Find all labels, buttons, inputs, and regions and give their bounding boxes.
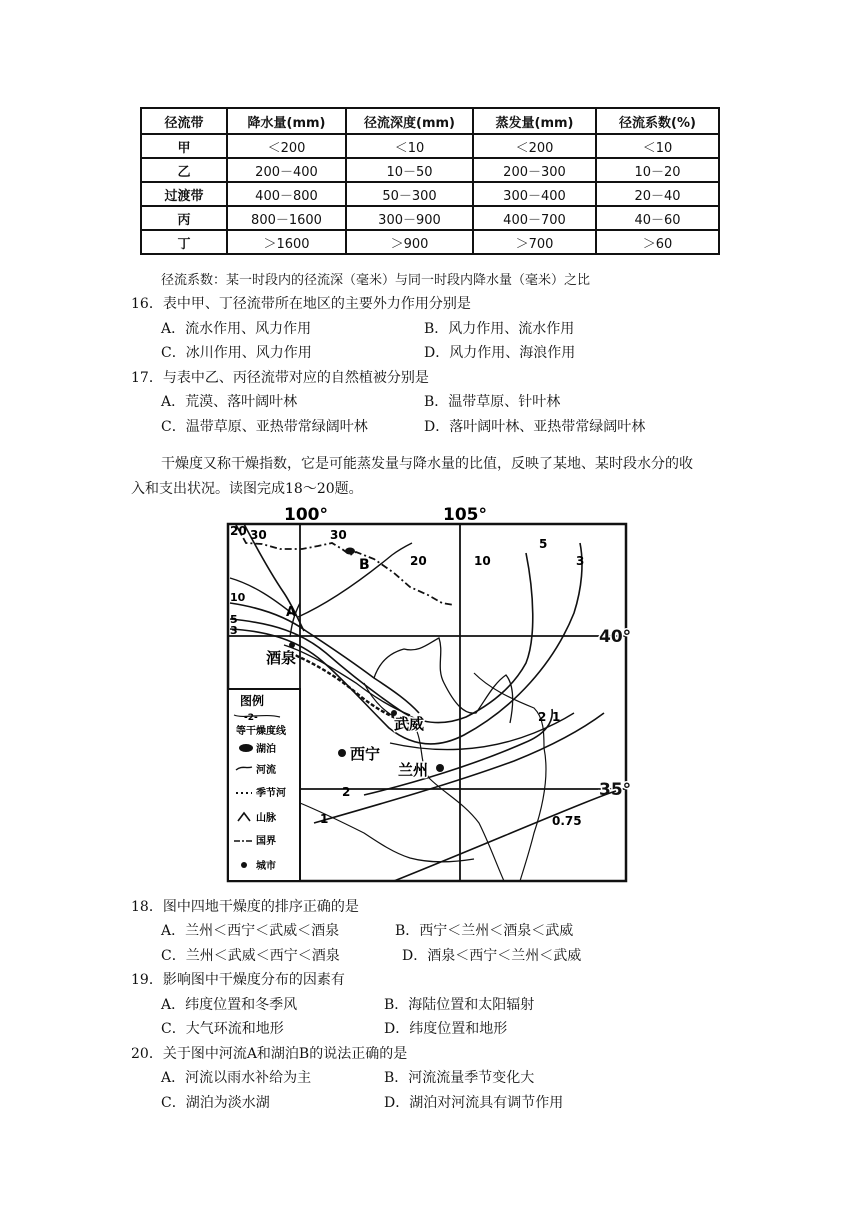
table-cell: 10－20 (596, 158, 719, 182)
table-header: 径流带 (141, 108, 227, 134)
city-xining: 西宁 (350, 745, 381, 763)
question-18-option-c: C．兰州＜武威＜西宁＜酒泉 (161, 948, 340, 964)
city-marker (338, 749, 346, 757)
table-cell: 50－300 (346, 182, 473, 206)
intro-line-2: 入和支出状况。读图完成18～20题。 (131, 481, 363, 497)
question-17-option-c: C．温带草原、亚热带常绿阔叶林 (161, 419, 368, 435)
question-20-option-a: A．河流以雨水补给为主 (161, 1070, 312, 1086)
isoline-label: 1 (552, 710, 561, 724)
city-marker (436, 764, 444, 772)
table-row (141, 134, 719, 158)
table-header: 径流系数(%) (596, 108, 719, 134)
table-header: 蒸发量(mm) (473, 108, 596, 134)
isoline-label: 1 (320, 812, 329, 826)
table-header-row (141, 108, 719, 134)
question-17-option-a: A．荒漠、落叶阔叶林 (161, 394, 298, 410)
isoline-label: 10 (230, 591, 246, 604)
table-row (141, 230, 719, 254)
question-20-option-b: B．河流流量季节变化大 (384, 1070, 535, 1086)
question-19-option-b: B．海陆位置和太阳辐射 (384, 997, 535, 1013)
lake-b-icon (345, 548, 355, 555)
isoline-label: 5 (230, 613, 238, 626)
table-note: 径流系数：某一时段内的径流深（毫米）与同一时段内降水量（毫米）之比 (161, 273, 591, 288)
question-16-option-b: B．风力作用、流水作用 (424, 321, 575, 337)
table-cell: 40－60 (596, 206, 719, 230)
isoline-label: 30 (330, 528, 347, 542)
isoline-label: 20 (230, 524, 247, 538)
table-row (141, 206, 719, 230)
table-header: 径流深度(mm) (346, 108, 473, 134)
city-wuwei: 武威 (394, 715, 425, 733)
table-cell: 10－50 (346, 158, 473, 182)
table-cell: 丁 (141, 230, 227, 254)
table-cell: ＞900 (346, 230, 473, 254)
isoline-label: 2 (342, 785, 351, 799)
lon-label-100: 100° (284, 505, 328, 525)
isoline-label: 3 (230, 624, 238, 637)
map-legend (228, 689, 300, 881)
table-cell: 甲 (141, 134, 227, 158)
city-lanzhou: 兰州 (398, 761, 429, 779)
table-cell: 过渡带 (141, 182, 227, 206)
legend-item: 山脉 (256, 813, 276, 824)
isoline-2 (364, 709, 552, 795)
feature-a-label: A (286, 605, 297, 620)
question-18-option-d: D．酒泉＜西宁＜兰州＜武威 (402, 948, 582, 964)
question-19-option-c: C．大气环流和地形 (161, 1021, 284, 1037)
lat-label-35: 35° (599, 780, 632, 800)
table-cell: 200－300 (473, 158, 596, 182)
question-17-option-b: B．温带草原、针叶林 (424, 394, 561, 410)
isoline-label: 5 (539, 537, 548, 551)
lat-label-40: 40° (599, 627, 632, 647)
table-cell: 300－900 (346, 206, 473, 230)
isoline-label: 10 (474, 554, 491, 568)
legend-lake-icon (239, 744, 253, 752)
legend-item: 湖泊 (256, 744, 276, 755)
table-cell: 20－40 (596, 182, 719, 206)
table-cell: ＞1600 (227, 230, 346, 254)
question-18-option-b: B．西宁＜兰州＜酒泉＜武威 (395, 923, 574, 939)
question-20-option-c: C．湖泊为淡水湖 (161, 1095, 270, 1111)
isoline-label: 2 (538, 710, 547, 724)
table-cell: ＜10 (346, 134, 473, 158)
legend-item: 等干燥度线 (236, 726, 286, 737)
question-18-stem: 18．图中四地干燥度的排序正确的是 (131, 899, 359, 915)
legend-isoline-sample: -2- (244, 713, 258, 723)
question-19-stem: 19．影响图中干燥度分布的因素有 (131, 972, 345, 988)
isoline-075 (394, 791, 616, 881)
isoline-label: 3 (576, 554, 585, 568)
question-20-option-d: D．湖泊对河流具有调节作用 (384, 1095, 564, 1111)
question-18-option-a: A．兰州＜西宁＜武威＜酒泉 (161, 923, 340, 939)
lon-label-105: 105° (443, 505, 487, 525)
table-header: 降水量(mm) (227, 108, 346, 134)
table-cell: 乙 (141, 158, 227, 182)
table-cell: ＜10 (596, 134, 719, 158)
question-19-option-d: D．纬度位置和地形 (384, 1021, 508, 1037)
table-cell: ＜200 (227, 134, 346, 158)
isoline-label: 30 (250, 528, 267, 542)
question-16-option-c: C．冰川作用、风力作用 (161, 345, 312, 361)
legend-city-icon (241, 862, 247, 868)
legend-item: 河流 (256, 765, 276, 776)
legend-title: 图例 (240, 694, 265, 708)
table-cell: 800－1600 (227, 206, 346, 230)
question-16-option-a: A．流水作用、风力作用 (161, 321, 312, 337)
runoff-table (140, 107, 720, 255)
feature-b-label: B (359, 557, 370, 573)
legend-item: 季节河 (256, 788, 286, 799)
table-cell: ＞60 (596, 230, 719, 254)
table-row (141, 158, 719, 182)
isoline-label: 20 (410, 554, 427, 568)
table-cell: ＜200 (473, 134, 596, 158)
province-boundary (364, 683, 504, 881)
table-cell: 400－700 (473, 206, 596, 230)
province-boundary-east (474, 673, 546, 881)
table-cell: 200－400 (227, 158, 346, 182)
question-17-stem: 17．与表中乙、丙径流带对应的自然植被分别是 (131, 370, 429, 386)
isoline-20 (298, 543, 412, 617)
question-20-stem: 20．关于图中河流A和湖泊B的说法正确的是 (131, 1046, 408, 1062)
isoline-label: 0.75 (552, 814, 582, 828)
question-16-stem: 16．表中甲、丁径流带所在地区的主要外力作用分别是 (131, 296, 471, 312)
question-16-option-d: D．风力作用、海浪作用 (424, 345, 576, 361)
intro-line-1: 干燥度又称干燥指数，它是可能蒸发量与降水量的比值，反映了某地、某时段水分的收 (161, 456, 693, 472)
table-cell: 丙 (141, 206, 227, 230)
table-row (141, 182, 719, 206)
city-jiuquan: 酒泉 (266, 649, 297, 667)
question-19-option-a: A．纬度位置和冬季风 (161, 997, 298, 1013)
question-17-option-d: D．落叶阔叶林、亚热带常绿阔叶林 (424, 419, 646, 435)
table-cell: ＞700 (473, 230, 596, 254)
table-cell: 300－400 (473, 182, 596, 206)
table-cell: 400－800 (227, 182, 346, 206)
city-marker (289, 642, 295, 648)
legend-item: 国界 (256, 836, 276, 847)
legend-item: 城市 (256, 861, 276, 872)
aridity-map (214, 503, 644, 888)
